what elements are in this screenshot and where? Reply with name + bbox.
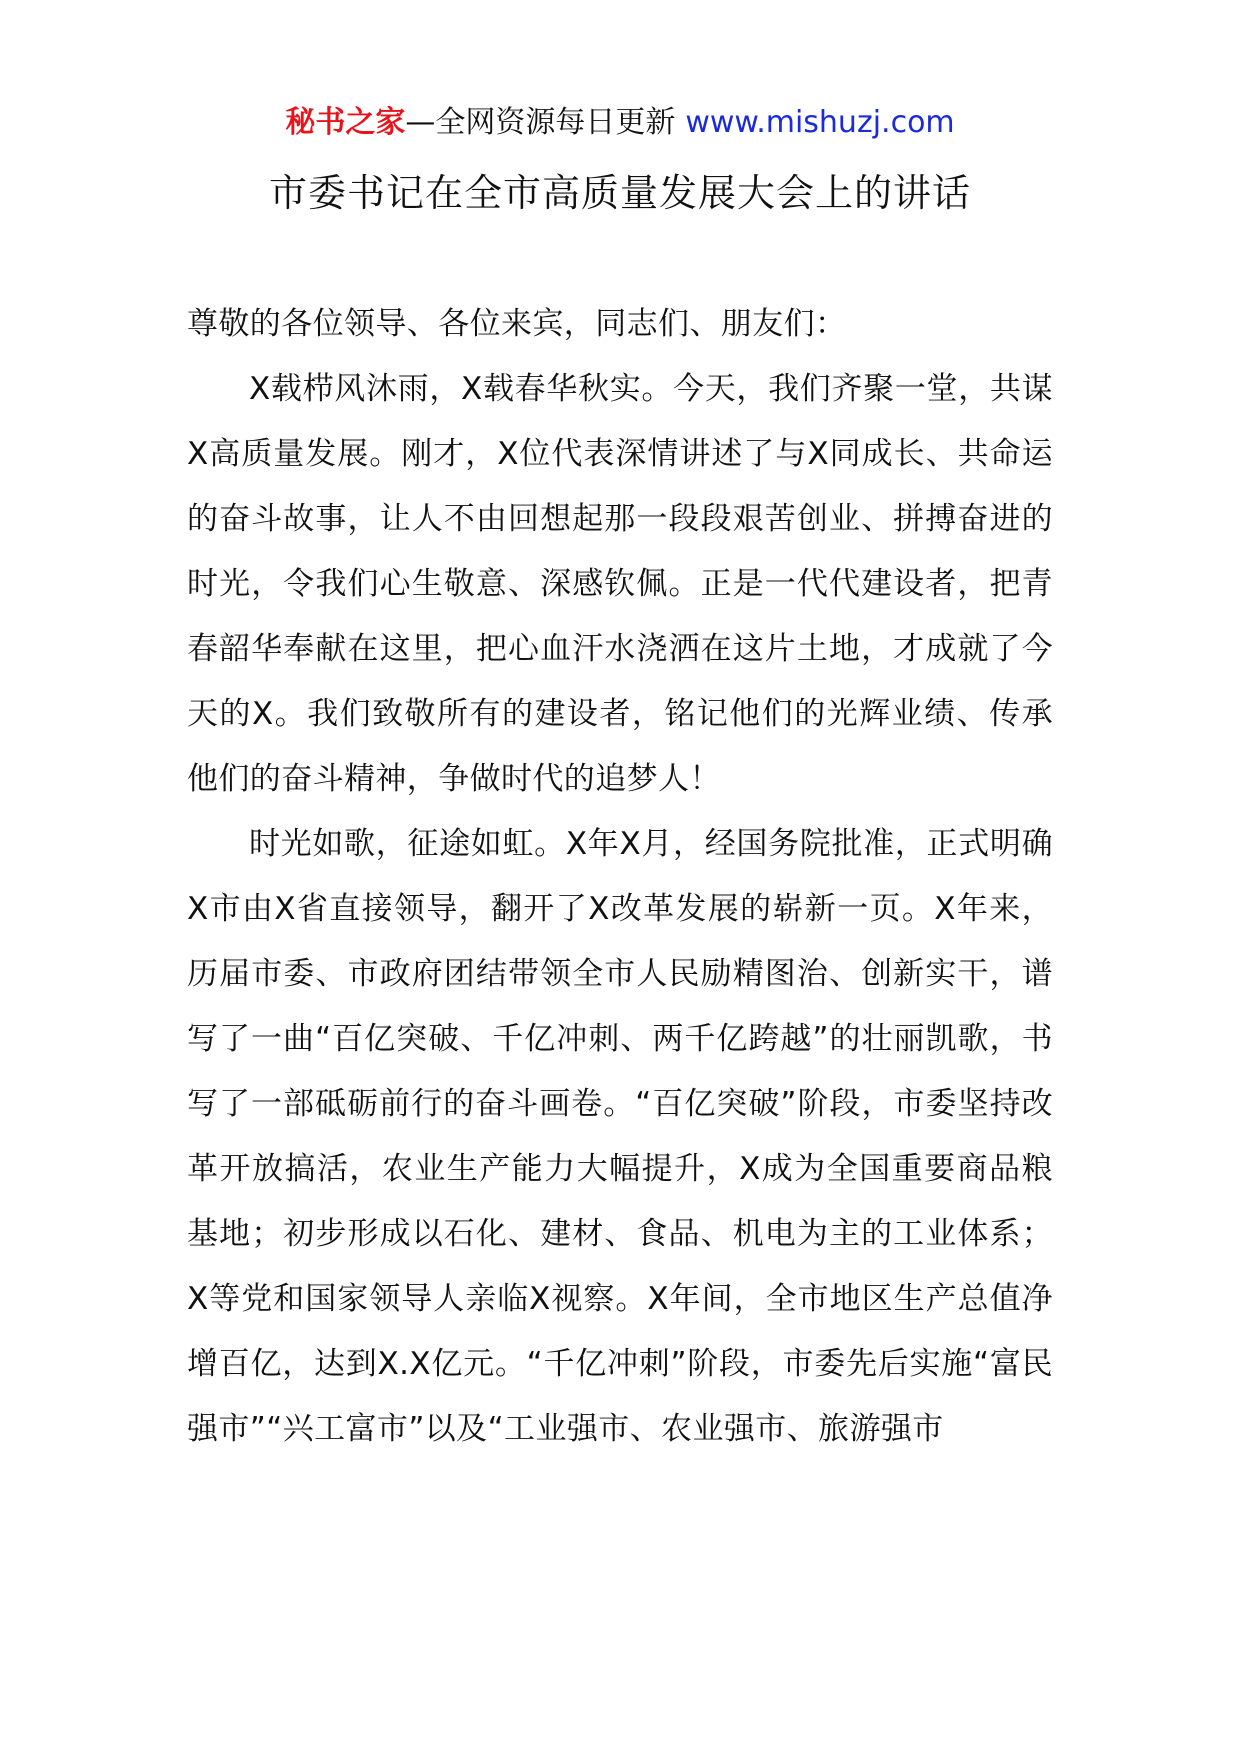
paragraph-2: 时光如歌，征途如虹。X年X月，经国务院批准，正式明确X市由X省直接领导，翻开了X改革发展的崭新一页。X年来，历届市委、市政府团结带领全市人民励精图治、创新实干，谱写了一曲“百亿突破、千亿冲刺、两千亿跨越”的壮丽凯歌，书写了一部砥砺前行的奋斗画卷。“百亿突破”阶段，市委坚持改革开放搞活，农业生产能力大幅提升，X成为全国重要商品粮基地；初步形成以石化、建材、食品、机电为主的工业体系；X等党和国家领导人亲临X视察。X年间，全市地区生产总值净增百亿，达到X.X亿元。“千亿冲刺”阶段，市委先后实施“富民强市”“兴工富市”以及“工业强市、农业强市、旅游强市 — [187, 826, 1053, 1447]
document-title: 市委书记在全市高质量发展大会上的讲话 — [268, 171, 971, 215]
site-header — [0, 100, 1240, 146]
paragraph-1: X载栉风沐雨，X载春华秋实。今天，我们齐聚一堂，共谋X高质量发展。刚才，X位代表深情讲述了与X同成长、共命运的奋斗故事，让人不由回想起那一段段艰苦创业、拼搏奋进的时光，令我们心生敬意、深感钦佩。正是一代代建设者，把青春韶华奉献在这里，把心血汗水浇洒在这片土地，才成就了今天的X。我们致敬所有的建设者，铭记他们的光辉业绩、传承他们的奋斗精神，争做时代的追梦人！ — [187, 371, 1053, 797]
site-url-link[interactable]: www.mishuzj.com — [685, 105, 955, 140]
document-body — [187, 292, 1053, 1462]
header-slogan: —全网资源每日更新 — [405, 105, 676, 140]
brand-name: 秘书之家 — [285, 105, 406, 140]
salutation: 尊敬的各位领导、各位来宾，同志们、朋友们： — [187, 306, 847, 342]
